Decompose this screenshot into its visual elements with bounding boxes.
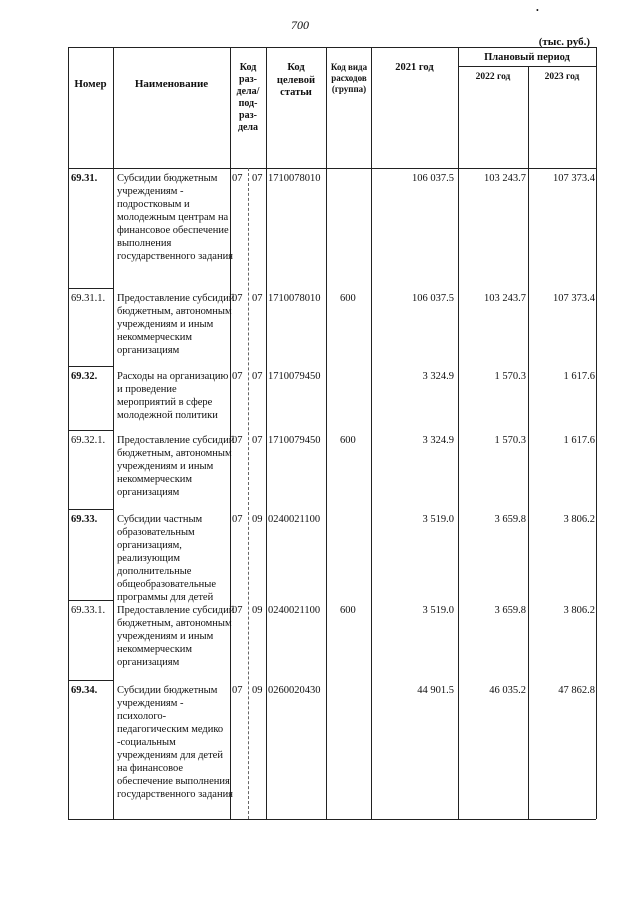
row-subsection: 07 xyxy=(252,371,263,382)
row-target: 1710079450 xyxy=(268,371,321,382)
row-section: 07 xyxy=(232,605,243,616)
row-subsection: 09 xyxy=(252,514,263,525)
row-name: Предоставление субсидий бюджетным, автономным учреждениям и иным некоммерческим организациям xyxy=(117,605,235,668)
header-section-code: Код раз- дела/ под- раз- дела xyxy=(236,62,260,133)
row-name: Расходы на организацию и проведение мероприятий в сфере молодежной политики xyxy=(117,371,229,421)
units-note: (тыс. руб.) xyxy=(538,36,590,48)
row-name: Субсидии частным образовательным организациям, реализующим дополнительные общеобразовательные программы для детей xyxy=(117,514,216,603)
row-target: 0240021100 xyxy=(268,514,321,525)
header-planned-period: Плановый период xyxy=(484,52,570,63)
header-year-2021: 2021 год xyxy=(395,62,434,73)
row-sep xyxy=(68,430,113,431)
row-2022: 46 035.2 xyxy=(489,685,526,696)
row-sep xyxy=(68,600,113,601)
row-target: 1710079450 xyxy=(268,435,321,446)
row-number: 69.32.1. xyxy=(71,435,106,446)
row-expense-type: 600 xyxy=(340,605,356,616)
row-expense-type: 600 xyxy=(340,435,356,446)
header-number: Номер xyxy=(74,78,107,90)
row-section: 07 xyxy=(232,435,243,446)
row-number: 69.33. xyxy=(71,514,98,525)
row-name: Предоставление субсидий бюджетным, автономным учреждениям и иным некоммерческим организациям xyxy=(117,435,235,498)
col-line-6 xyxy=(458,47,459,819)
row-sep xyxy=(68,509,113,510)
row-sep xyxy=(68,366,113,367)
header-year-2023: 2023 год xyxy=(544,72,580,82)
col-line-8 xyxy=(596,47,597,819)
row-subsection: 09 xyxy=(252,685,263,696)
header-top-rule xyxy=(68,47,596,48)
row-number: 69.34. xyxy=(71,685,98,696)
row-number: 69.32. xyxy=(71,371,98,382)
row-2022: 3 659.8 xyxy=(494,605,526,616)
header-name: Наименование xyxy=(134,78,209,90)
col-line-sub xyxy=(248,168,249,819)
row-2023: 47 862.8 xyxy=(558,685,595,696)
row-subsection: 07 xyxy=(252,293,263,304)
row-name: Субсидии бюджетным учреждениям - подростковым и молодежным центрам на финансовое обеспечение выполнения государственного задания xyxy=(117,173,234,262)
row-section: 07 xyxy=(232,293,243,304)
row-2023: 1 617.6 xyxy=(563,435,595,446)
row-number: 69.31.1. xyxy=(71,293,106,304)
row-section: 07 xyxy=(232,173,243,184)
planned-period-rule xyxy=(458,66,596,67)
scan-mark: • xyxy=(536,6,539,15)
page-number: 700 xyxy=(291,18,309,32)
row-subsection: 09 xyxy=(252,605,263,616)
header-target-code: Код целевой статьи xyxy=(276,62,316,99)
row-name: Предоставление субсидий бюджетным, автономным учреждениям и иным некоммерческим организациям xyxy=(117,293,235,356)
col-line-5 xyxy=(371,47,372,819)
row-2022: 103 243.7 xyxy=(484,173,526,184)
header-bottom-rule xyxy=(68,168,596,169)
row-expense-type: 600 xyxy=(340,293,356,304)
row-sep xyxy=(68,680,113,681)
header-expense-type: Код вида расходов (группа) xyxy=(330,62,368,94)
row-2021: 3 324.9 xyxy=(422,435,454,446)
row-subsection: 07 xyxy=(252,435,263,446)
row-2023: 107 373.4 xyxy=(553,173,595,184)
table-bottom-rule xyxy=(68,819,596,820)
row-number: 69.33.1. xyxy=(71,605,106,616)
col-line-3 xyxy=(266,47,267,819)
row-2022: 1 570.3 xyxy=(494,371,526,382)
row-2021: 44 901.5 xyxy=(417,685,454,696)
row-name: Субсидии бюджетным учреждениям - психолого-педагогическим медико -социальным учреждениям для детей на финансовое обеспечение выполнения государственного задания xyxy=(117,685,234,800)
row-2022: 1 570.3 xyxy=(494,435,526,446)
row-2021: 3 519.0 xyxy=(422,514,454,525)
row-2022: 103 243.7 xyxy=(484,293,526,304)
col-line-1 xyxy=(113,47,114,819)
row-2023: 3 806.2 xyxy=(563,605,595,616)
row-2023: 107 373.4 xyxy=(553,293,595,304)
col-line-0 xyxy=(68,47,69,819)
row-target: 0260020430 xyxy=(268,685,321,696)
row-target: 1710078010 xyxy=(268,293,321,304)
row-section: 07 xyxy=(232,514,243,525)
row-section: 07 xyxy=(232,685,243,696)
row-2021: 106 037.5 xyxy=(412,173,454,184)
row-2021: 3 519.0 xyxy=(422,605,454,616)
header-year-2022: 2022 год xyxy=(475,72,511,82)
row-2022: 3 659.8 xyxy=(494,514,526,525)
row-2023: 1 617.6 xyxy=(563,371,595,382)
row-section: 07 xyxy=(232,371,243,382)
row-sep xyxy=(68,288,113,289)
row-2021: 106 037.5 xyxy=(412,293,454,304)
row-2021: 3 324.9 xyxy=(422,371,454,382)
row-target: 0240021100 xyxy=(268,605,321,616)
col-line-4 xyxy=(326,47,327,819)
row-subsection: 07 xyxy=(252,173,263,184)
row-target: 1710078010 xyxy=(268,173,321,184)
row-2023: 3 806.2 xyxy=(563,514,595,525)
row-number: 69.31. xyxy=(71,173,98,184)
